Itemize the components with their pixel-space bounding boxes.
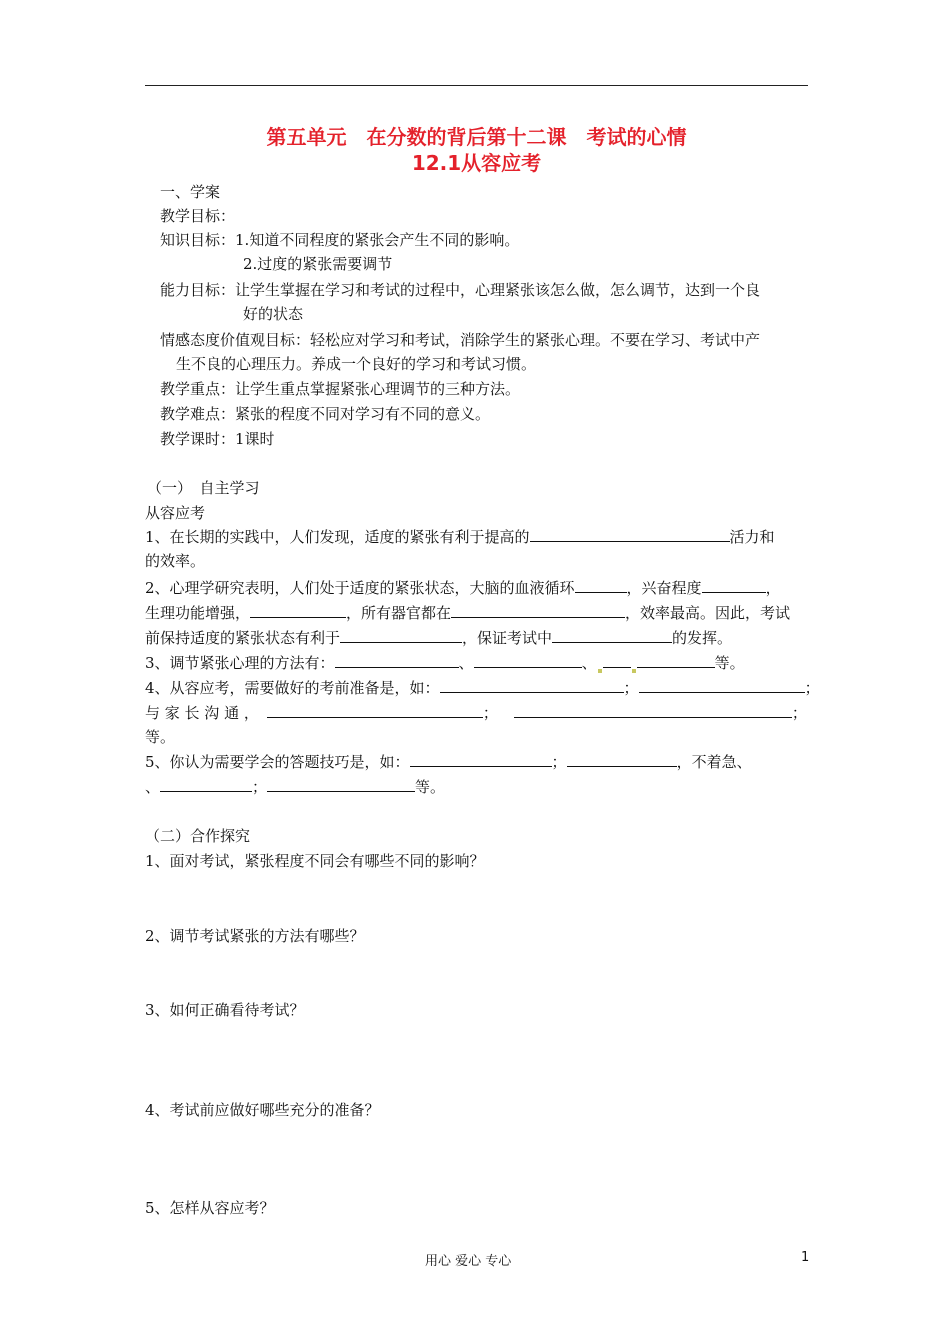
q3-text-a: 3、调节紧张心理的方法有：: [145, 654, 335, 672]
doc-subtitle: 12.1从容应考: [411, 151, 542, 175]
coop-question-2: 2、调节考试紧张的方法有哪些？: [145, 927, 365, 945]
knowledge-item-1: 1.知道不同程度的紧张会产生不同的影响。: [235, 231, 520, 249]
ability-text-2: 好的状态: [243, 305, 304, 323]
q2-blank-5[interactable]: [340, 629, 462, 643]
q2-text-d: 生理功能增强，: [145, 604, 251, 622]
ability-goals: [160, 280, 760, 300]
marker-dot: [598, 669, 602, 673]
question-5-line-1: [145, 752, 752, 772]
q2-blank-1[interactable]: [575, 579, 627, 593]
q5-text-c: ，不着急、: [676, 753, 752, 771]
q2-blank-4[interactable]: [451, 604, 625, 618]
q2-text-f: ，效率最高。因此，考试: [625, 604, 791, 622]
q2-text-h: ，保证考试中: [462, 629, 553, 647]
page-number: 1: [801, 1250, 810, 1265]
q4-text-d: 与 家 长 沟 通 ，: [145, 704, 259, 722]
q4-text-g: 等。: [145, 728, 176, 746]
knowledge-label: 知识目标：: [160, 231, 236, 249]
self-study-heading: （一） 自主学习: [147, 479, 260, 497]
q1-blank-1[interactable]: [530, 528, 730, 542]
coop-question-1: 1、面对考试，紧张程度不同会有哪些不同的影响？: [145, 852, 485, 870]
q2-text-i: 的发挥。: [672, 629, 733, 647]
knowledge-goals: [160, 230, 519, 250]
emotion-goals-2: 生不良的心理压力。养成一个良好的学习和考试习惯。: [176, 355, 537, 373]
q4-blank-2[interactable]: [639, 679, 805, 693]
q3-text-d: 等。: [714, 654, 745, 672]
q4-blank-4[interactable]: [514, 704, 792, 718]
marker-dot: [632, 669, 636, 673]
question-2-line-1: [145, 578, 781, 598]
q5-text-e: ；: [252, 778, 268, 796]
q4-text-f: ；: [791, 704, 807, 722]
q2-blank-2[interactable]: [702, 579, 766, 593]
q5-blank-1[interactable]: [410, 753, 552, 767]
q2-blank-6[interactable]: [552, 629, 672, 643]
doc-title: 第五单元 在分数的背后第十二课 考试的心情: [266, 125, 687, 149]
q3-blank-4[interactable]: [637, 654, 715, 668]
q5-blank-3[interactable]: [160, 778, 252, 792]
q3-blank-1[interactable]: [335, 654, 459, 668]
question-4-line-2: [145, 703, 807, 723]
coop-question-3: 3、如何正确看待考试？: [145, 1001, 305, 1019]
question-1: [145, 527, 775, 547]
question-2-line-2: [145, 603, 790, 623]
q3-text-c: 、: [581, 654, 597, 672]
q1-text-a: 1、在长期的实践中，人们发现，适度的紧张有利于提高的: [145, 528, 530, 546]
q5-text-f: 等。: [415, 778, 446, 796]
q2-text-b: ，兴奋程度: [626, 579, 702, 597]
coop-question-5: 5、怎样从容应考？: [145, 1199, 275, 1217]
class-hours: 教学课时：1课时: [160, 430, 275, 448]
section-heading: 一、学案: [160, 183, 221, 201]
self-study-sub: 从容应考: [145, 504, 206, 522]
q2-text-e: ，所有器官都在: [346, 604, 452, 622]
q3-blank-3[interactable]: [603, 654, 631, 668]
footer-text: 用心 爱心 专心: [425, 1254, 512, 1269]
q5-text-b: ；: [551, 753, 567, 771]
q1-text-b: 活力和: [729, 528, 775, 546]
ability-text-1: 让学生掌握在学习和考试的过程中，心理紧张该怎么做，怎么调节，达到一个良: [235, 281, 761, 299]
q2-text-a: 2、心理学研究表明，人们处于适度的紧张状态，大脑的血液循环: [145, 579, 575, 597]
question-5-line-2: [145, 777, 445, 797]
q3-text-b: 、: [458, 654, 474, 672]
q4-blank-1[interactable]: [440, 679, 624, 693]
q2-text-g: 前保持适度的紧张状态有利于: [145, 629, 341, 647]
cooperation-heading: （二）合作探究: [145, 827, 251, 845]
q5-text-d: 、: [145, 778, 161, 796]
difficulty: 教学难点：紧张的程度不同对学习有不同的意义。: [160, 405, 491, 423]
question-4-line-1: [145, 678, 820, 698]
goals-label: 教学目标：: [160, 207, 236, 225]
key-point: 教学重点：让学生重点掌握紧张心理调节的三种方法。: [160, 380, 521, 398]
q4-text-e: ；: [482, 704, 498, 722]
question-3: [145, 653, 745, 673]
knowledge-item-2: 2.过度的紧张需要调节: [243, 255, 393, 273]
ability-label: 能力目标：: [160, 281, 236, 299]
q3-blank-2[interactable]: [474, 654, 582, 668]
q5-text-a: 5、你认为需要学会的答题技巧是，如：: [145, 753, 410, 771]
q1-text-c: 的效率。: [145, 552, 206, 570]
header-rule: [145, 85, 808, 86]
q4-text-c: ；: [804, 679, 820, 697]
q4-blank-3[interactable]: [267, 704, 483, 718]
q5-blank-2[interactable]: [567, 753, 677, 767]
q2-text-c: ，: [765, 579, 781, 597]
q5-blank-4[interactable]: [267, 778, 415, 792]
q4-text-a: 4、从容应考，需要做好的考前准备是，如：: [145, 679, 440, 697]
q4-text-b: ；: [623, 679, 639, 697]
question-2-line-3: [145, 628, 732, 648]
coop-question-4: 4、考试前应做好哪些充分的准备？: [145, 1101, 380, 1119]
q2-blank-3[interactable]: [250, 604, 346, 618]
emotion-goals-1: 情感态度价值观目标：轻松应对学习和考试，消除学生的紧张心理。不要在学习、考试中产: [160, 331, 761, 349]
